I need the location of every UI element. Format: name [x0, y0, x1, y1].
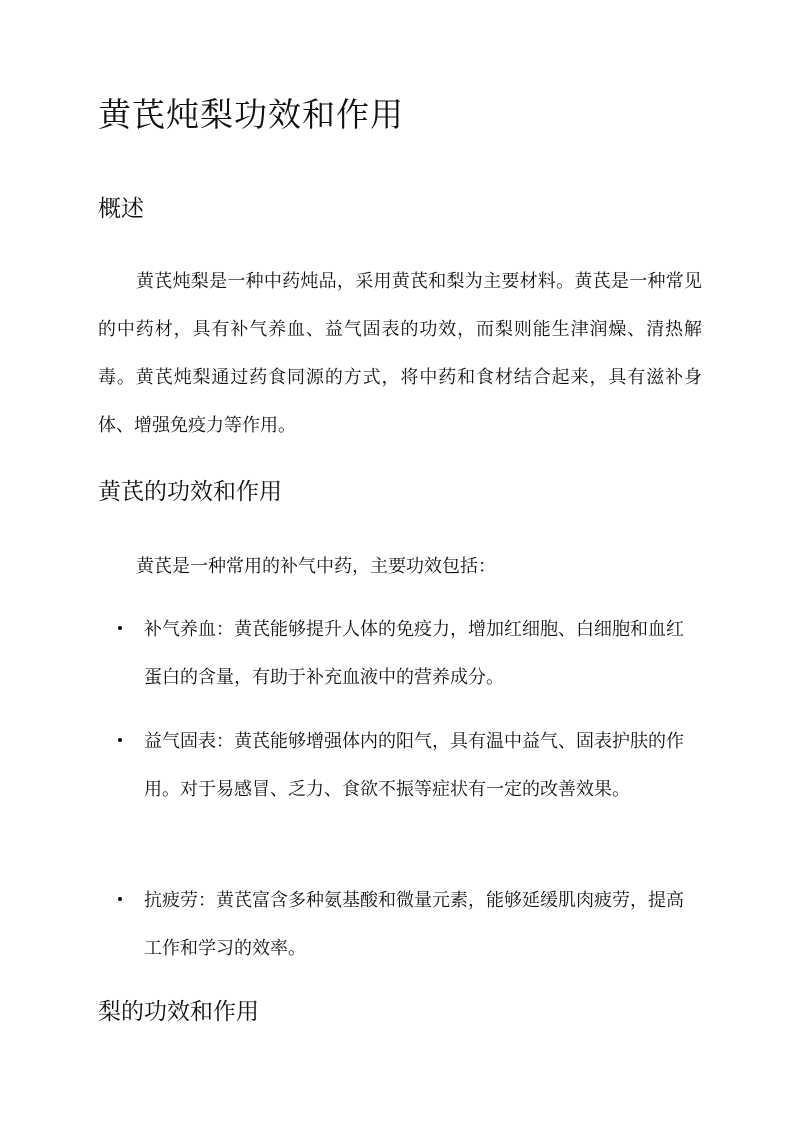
section-heading-astragalus: 黄芪的功效和作用 [98, 479, 282, 505]
bullet-dot-icon [118, 738, 122, 742]
bullet-dot-icon [118, 897, 122, 901]
bullet-item [118, 718, 690, 814]
bullet-text: 补气养血：黄芪能够提升人体的免疫力，增加红细胞、白细胞和血红蛋白的含量，有助于补充血液中的营养成分。 [144, 619, 684, 688]
bullet-text: 益气固表：黄芪能够增强体内的阳气，具有温中益气、固表护肤的作用。对于易感冒、乏力、食欲不振等症状有一定的改善效果。 [144, 731, 684, 800]
section-heading-pear: 梨的功效和作用 [98, 999, 259, 1025]
bullet-text: 抗疲劳：黄芪富含多种氨基酸和微量元素，能够延缓肌肉疲劳，提高工作和学习的效率。 [144, 890, 684, 959]
section-heading-overview: 概述 [98, 196, 144, 222]
astragalus-lead: 黄芪是一种常用的补气中药，主要功效包括： [136, 556, 496, 577]
page-title: 黄芪炖梨功效和作用 [98, 95, 404, 134]
bullet-item [118, 606, 690, 702]
bullet-dot-icon [118, 626, 122, 630]
bullet-item [118, 877, 690, 973]
overview-paragraph: 黄芪炖梨是一种中药炖品，采用黄芪和梨为主要材料。黄芪是一种常见的中药材，具有补气养血、益气固表的功效，而梨则能生津润燥、清热解毒。黄芪炖梨通过药食同源的方式，将中药和食材结合起来，具有滋补身体、增强免疫力等作用。 [98, 271, 702, 436]
